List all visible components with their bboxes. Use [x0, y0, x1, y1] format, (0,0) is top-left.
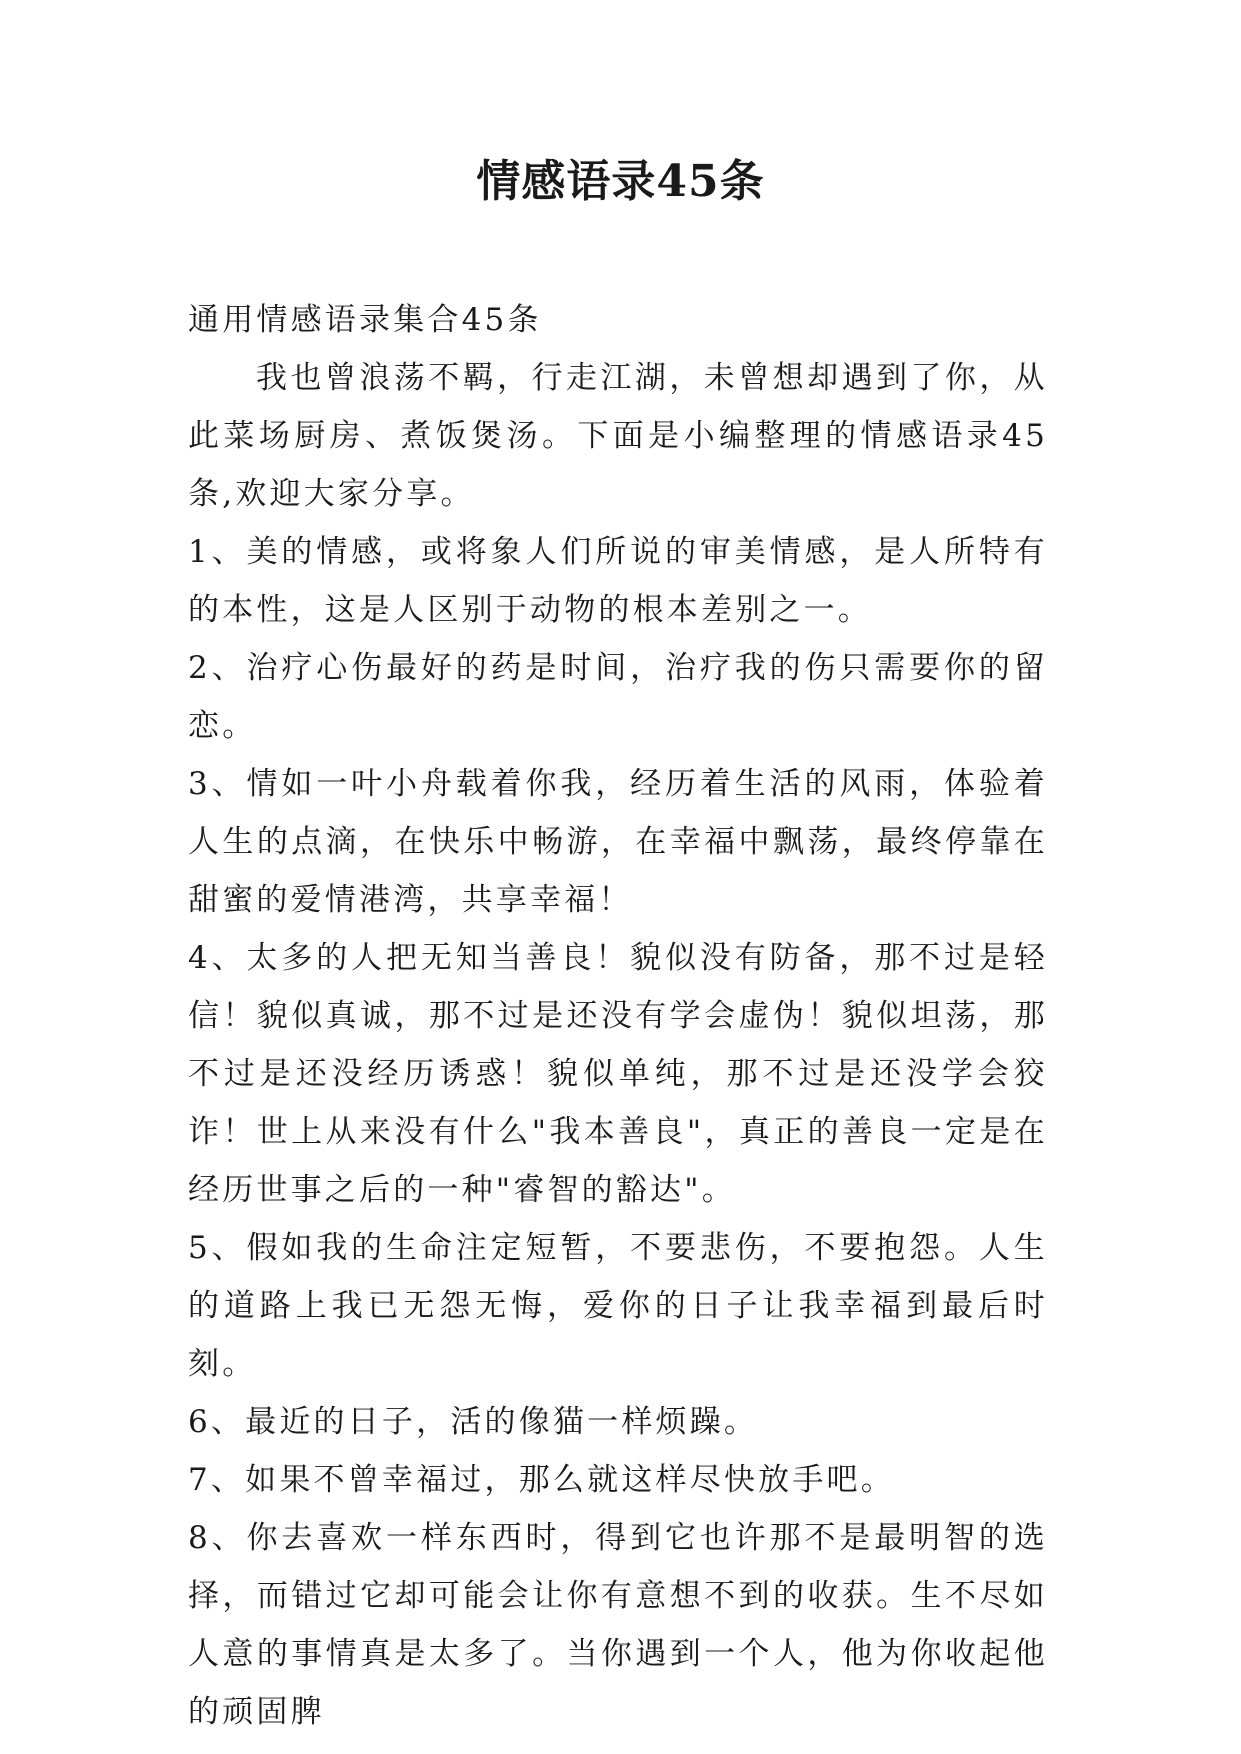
intro-paragraph: 我也曾浪荡不羁，行走江湖，未曾想却遇到了你，从此菜场厨房、煮饭煲汤。下面是小编整理的情感语录45条,欢迎大家分享。: [188, 360, 1048, 512]
quote-item-5: 5、假如我的生命注定短暂，不要悲伤，不要抱怨。人生的道路上我已无怨无悔，爱你的日子让我幸福到最后时刻。: [188, 1230, 1048, 1382]
quote-item-6: 6、最近的日子，活的像猫一样烦躁。: [188, 1404, 759, 1440]
quote-item-4: 4、太多的人把无知当善良！貌似没有防备，那不过是轻信！貌似真诚，那不过是还没有学会虚伪！貌似坦荡，那不过是还没经历诱惑！貌似单纯，那不过是还没学会狡诈！世上从来没有什么"我本善良"，真正的善良一定是在经历世事之后的一种"睿智的豁达"。: [188, 940, 1048, 1208]
quote-item-7: 7、如果不曾幸福过，那么就这样尽快放手吧。: [188, 1462, 895, 1498]
document-title: 情感语录45条: [476, 156, 765, 207]
document-subtitle: 通用情感语录集合45条: [188, 302, 542, 338]
quote-item-1: 1、美的情感，或将象人们所说的审美情感，是人所特有的本性，这是人区别于动物的根本差别之一。: [188, 534, 1048, 628]
quote-item-2: 2、治疗心伤最好的药是时间，治疗我的伤只需要你的留恋。: [188, 650, 1048, 744]
quote-item-3: 3、情如一叶小舟载着你我，经历着生活的风雨，体验着人生的点滴，在快乐中畅游，在幸福中飘荡，最终停靠在甜蜜的爱情港湾，共享幸福！: [188, 766, 1048, 918]
quote-item-8: 8、你去喜欢一样东西时，得到它也许那不是最明智的选择，而错过它却可能会让你有意想不到的收获。生不尽如人意的事情真是太多了。当你遇到一个人，他为你收起他的顽固脾: [188, 1520, 1048, 1730]
document-body: [188, 291, 1048, 1741]
